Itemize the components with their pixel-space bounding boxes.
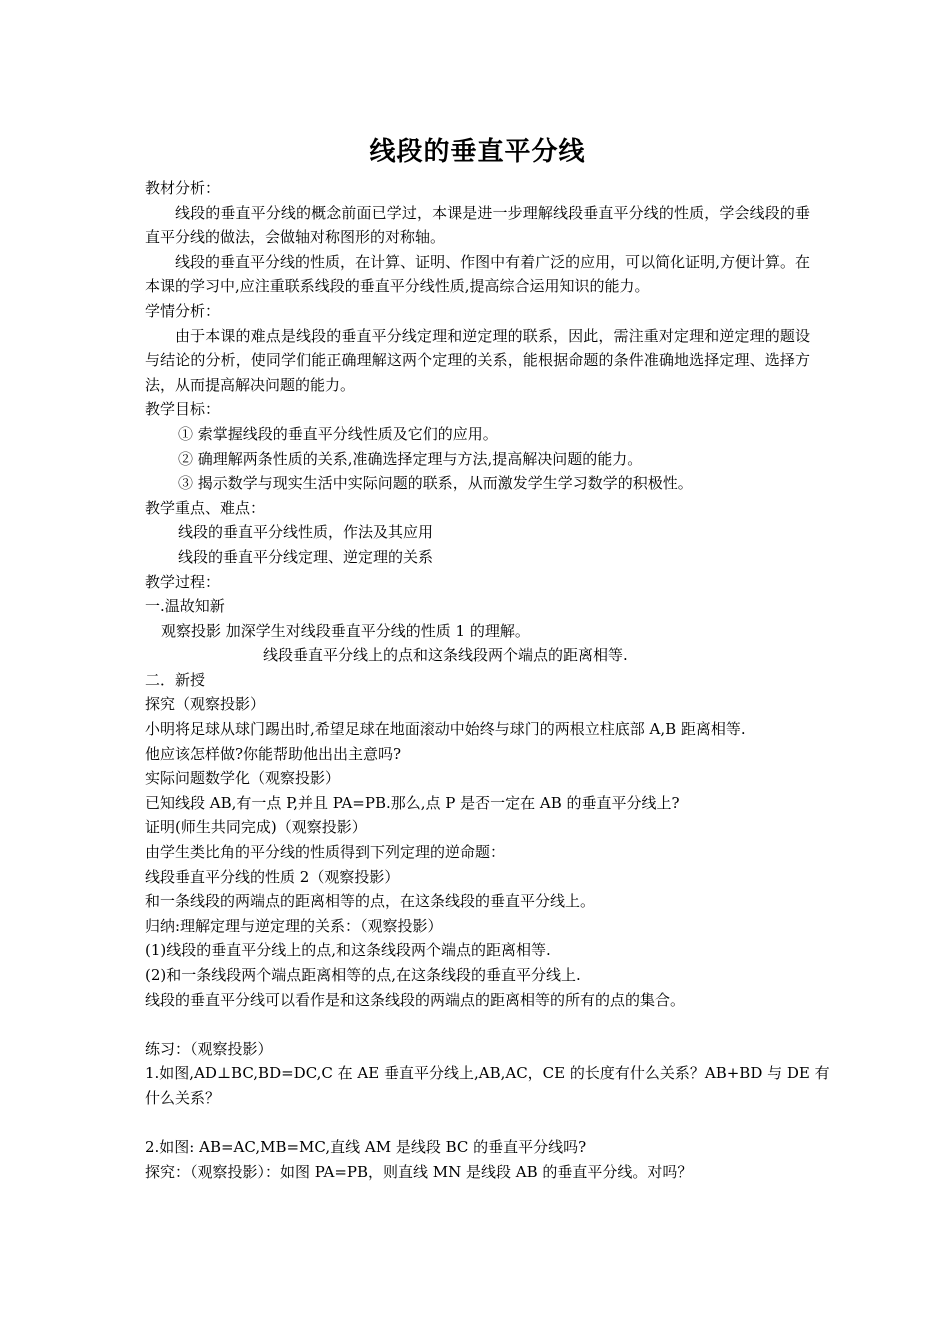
document-page [145, 130, 830, 1184]
students-paragraph: 由于本课的难点是线段的垂直平分线定理和逆定理的联系，因此，需注重对定理和逆定理的题设与结论的分析，使同学们能正确理解这两个定理的关系，能根据命题的条件准确地选择定理、选择方法，从而提高解决问题的能力。 [145, 326, 810, 394]
new-line-3: 他应该怎样做?你能帮助他出出主意吗? [145, 744, 402, 763]
new-line-13: 线段的垂直平分线可以看作是和这条线段的两端点的距离相等的所有的点的集合。 [145, 990, 686, 1009]
materials-paragraph-2: 线段的垂直平分线的性质，在计算、证明、作图中有着广泛的应用，可以简化证明,方便计算。在本课的学习中,应注重联系线段的垂直平分线性质,提高综合运用知识的能力。 [145, 252, 810, 296]
new-line-5: 已知线段 AB,有一点 P,并且 PA=PB.那么,点 P 是否一定在 AB 的垂直平分线上? [145, 793, 680, 812]
new-line-12: (2)和一条线段两个端点距离相等的点,在这条线段的垂直平分线上. [145, 966, 581, 984]
blank-line [145, 1111, 810, 1136]
practice-question-1-line-1: 1.如图,AD⊥BC,BD=DC,C 在 AE 垂直平分线上,AB,AC，CE 的长度有什么关系？AB+BD 与 DE 有 [145, 1064, 830, 1083]
practice-question-2: 2.如图: AB=AC,MB=MC,直线 AM 是线段 BC 的垂直平分线吗? [145, 1138, 587, 1157]
students-label: 学情分析： [145, 301, 221, 320]
review-line-2: 线段垂直平分线上的点和这条线段两个端点的距离相等. [263, 646, 628, 665]
new-line-9: 和一条线段的两端点的距离相等的点，在这条线段的垂直平分线上。 [145, 892, 596, 911]
materials-paragraph-1: 线段的垂直平分线的概念前面已学过，本课是进一步理解线段垂直平分线的性质，学会线段的垂直平分线的做法，会做轴对称图形的对称轴。 [145, 203, 810, 247]
new-line-6: 证明(师生共同完成)（观察投影） [145, 818, 367, 837]
goal-item-1: ① 索掌握线段的垂直平分线性质及它们的应用。 [178, 424, 498, 443]
goal-item-2: ② 确理解两条性质的关系,准确选择定理与方法,提高解决问题的能力。 [178, 449, 643, 468]
new-line-4: 实际问题数学化（观察投影） [145, 769, 341, 788]
explore-line: 探究：（观察投影）：如图 PA=PB，则直线 MN 是线段 AB 的垂直平分线。对吗？ [145, 1162, 693, 1181]
process-label: 教学过程： [145, 572, 221, 591]
materials-label: 教材分析： [145, 179, 221, 197]
new-line-2: 小明将足球从球门踢出时,希望足球在地面滚动中始终与球门的两根立柱底部 A,B 距离相等. [145, 720, 746, 739]
focus-item-2: 线段的垂直平分线定理、逆定理的关系 [178, 547, 434, 566]
new-heading: 二．新授 [145, 670, 206, 689]
goals-label: 教学目标： [145, 400, 221, 419]
new-line-1: 探究（观察投影） [145, 695, 266, 714]
new-line-7: 由学生类比角的平分线的性质得到下列定理的逆命题： [145, 843, 506, 862]
new-line-10: 归纳:理解定理与逆定理的关系：（观察投影） [145, 916, 443, 935]
review-line-1: 观察投影 加深学生对线段垂直平分线的性质 1 的理解。 [161, 621, 530, 640]
focus-item-1: 线段的垂直平分线性质，作法及其应用 [178, 523, 434, 542]
document-title: 线段的垂直平分线 [369, 137, 586, 167]
review-heading: 一.温故知新 [145, 597, 225, 616]
focus-label: 教学重点、难点： [145, 498, 266, 517]
blank-line [145, 1012, 810, 1037]
practice-question-1-line-2: 什么关系？ [145, 1088, 221, 1107]
goal-item-3: ③ 揭示数学与现实生活中实际问题的联系，从而激发学生学习数学的积极性。 [178, 474, 693, 493]
practice-label: 练习：（观察投影） [145, 1039, 273, 1058]
new-line-11: (1)线段的垂直平分线上的点,和这条线段两个端点的距离相等. [145, 941, 551, 960]
new-line-8: 线段垂直平分线的性质 2（观察投影） [145, 867, 400, 886]
